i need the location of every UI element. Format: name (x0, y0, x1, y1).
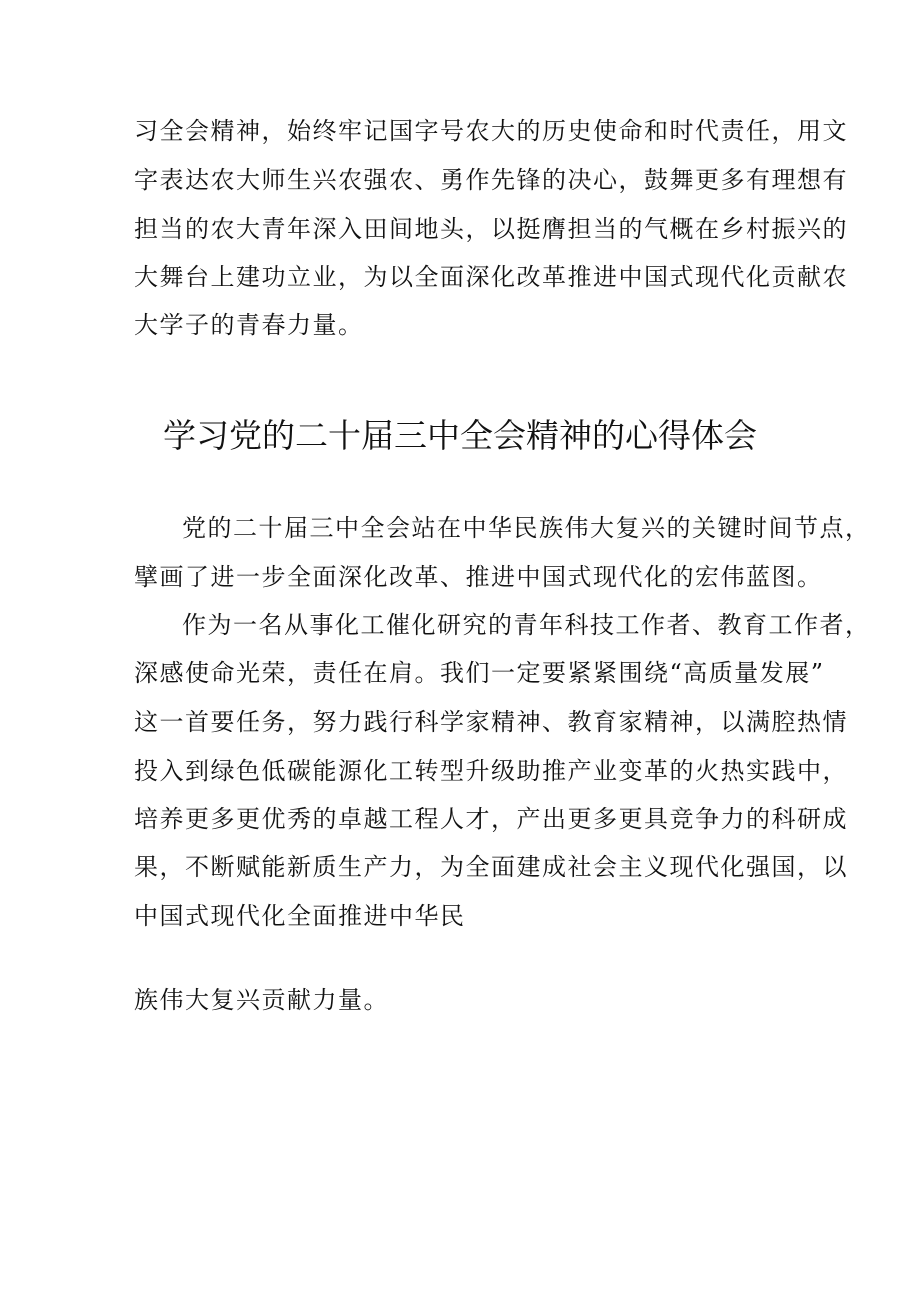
paragraph-1-line-1: 党的二十届三中全会站在中华民族伟大复兴的关键时间节点， (182, 514, 871, 542)
intro-line-2: 字表达农大师生兴农强农、勇作先锋的决心，鼓舞更多有理想有 (134, 166, 848, 194)
intro-line-5: 大学子的青春力量。 (134, 311, 364, 339)
intro-line-1: 习全会精神，始终牢记国字号农大的历史使命和时代责任，用文 (134, 117, 848, 145)
intro-line-3: 担当的农大青年深入田间地头，以挺膺担当的气概在乡村振兴的 (134, 215, 848, 243)
article-title: 学习党的二十届三中全会精神的心得体会 (163, 416, 757, 455)
paragraph-2-line-7: 中国式现代化全面推进中华民 (134, 902, 466, 930)
paragraph-2-line-5: 培养更多更优秀的卓越工程人才，产出更多更具竞争力的科研成 (134, 805, 848, 833)
paragraph-2-line-4: 投入到绿色低碳能源化工转型升级助推产业变革的火热实践中， (134, 757, 848, 785)
continuation-line-1: 族伟大复兴贡献力量。 (134, 986, 389, 1014)
paragraph-2-line-1: 作为一名从事化工催化研究的青年科技工作者、教育工作者， (182, 611, 871, 639)
intro-line-4: 大舞台上建功立业，为以全面深化改革推进中国式现代化贡献农 (134, 263, 848, 291)
paragraph-2-line-6: 果，不断赋能新质生产力，为全面建成社会主义现代化强国，以 (134, 853, 848, 881)
paragraph-2-line-3: 这一首要任务，努力践行科学家精神、教育家精神，以满腔热情 (134, 708, 848, 736)
paragraph-1-line-2: 擘画了进一步全面深化改革、推进中国式现代化的宏伟蓝图。 (134, 563, 823, 591)
paragraph-2-line-2: 深感使命光荣，责任在肩。我们一定要紧紧围绕“高质量发展” (134, 659, 825, 687)
